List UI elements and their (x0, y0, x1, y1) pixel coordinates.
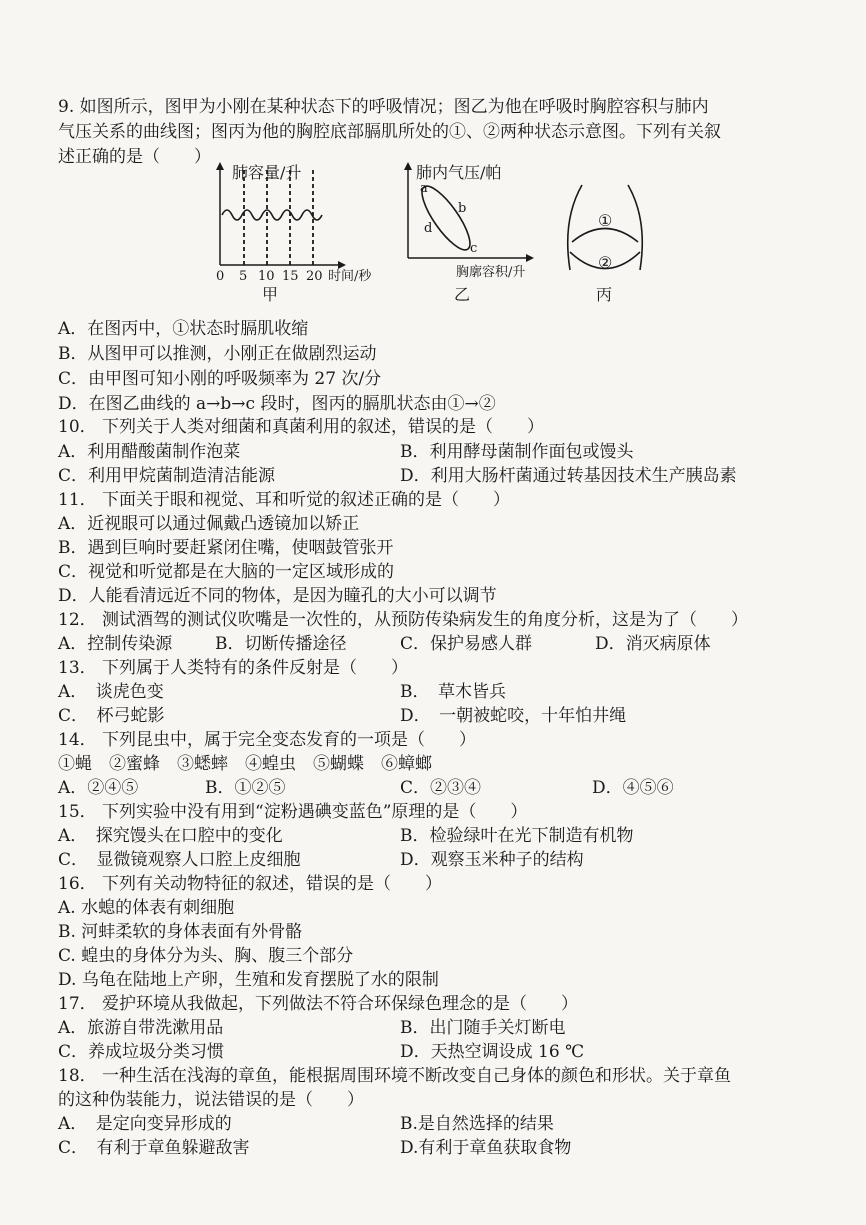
q10-option-d: D．利用大肠杆菌通过转基因技术生产胰岛素 (400, 466, 737, 486)
q15-option-c: C． 显微镜观察人口腔上皮细胞 (58, 850, 301, 870)
q13-stem: 13． 下列属于人类特有的条件反射是（ ） (58, 658, 409, 678)
yi-point-a: a (420, 181, 428, 196)
figure-yi (398, 160, 568, 305)
q9-option-a: A．在图丙中，①状态时膈肌收缩 (58, 319, 309, 339)
q18-stem-line2: 的这种伪装能力，说法错误的是（ ） (58, 1090, 364, 1110)
jia-tick-5: 5 (239, 269, 248, 284)
figure-bing (560, 180, 650, 305)
q10-option-b: B．利用酵母菌制作面包或馒头 (400, 442, 634, 462)
jia-tick-0: 0 (216, 269, 225, 284)
q12-option-a: A．控制传染源 (58, 634, 173, 654)
bing-caption: 丙 (596, 285, 613, 304)
q9-option-d: D．在图乙曲线的 a→b→c 段时，图丙的膈肌状态由①→② (58, 394, 496, 414)
q12-option-b: B．切断传播途径 (215, 634, 347, 654)
q14-option-c: C．②③④ (400, 778, 482, 798)
q17-option-b: B．出门随手关灯断电 (400, 1018, 566, 1038)
q16-option-b: B. 河蚌柔软的身体表面有外骨骼 (58, 922, 303, 942)
q17-option-c: C．养成垃圾分类习惯 (58, 1042, 225, 1062)
yi-caption: 乙 (454, 285, 471, 304)
q11-option-c: C．视觉和听觉都是在大脑的一定区域形成的 (58, 562, 395, 582)
q16-option-d: D. 乌龟在陆地上产卵，生殖和发育摆脱了水的限制 (58, 970, 439, 990)
q13-option-c: C． 杯弓蛇影 (58, 706, 165, 726)
q15-option-b: B．检验绿叶在光下制造有机物 (400, 826, 634, 846)
bing-state-2: ② (598, 253, 613, 272)
q9-stem-line2: 气压关系的曲线图；图丙为他的胸腔底部膈肌所处的①、②两种状态示意图。下列有关叙 (58, 122, 721, 142)
q9-stem-line1: 9. 如图所示，图甲为小刚在某种状态下的呼吸情况；图乙为他在呼吸时胸腔容积与肺内 (58, 97, 709, 117)
bing-state-1: ① (598, 211, 613, 230)
q17-option-d: D．天热空调设成 16 ℃ (400, 1042, 585, 1062)
q16-stem: 16． 下列有关动物特征的叙述，错误的是（ ） (58, 874, 443, 894)
q18-option-d: D.有利于章鱼获取食物 (400, 1138, 572, 1158)
q12-option-c: C．保护易感人群 (400, 634, 533, 654)
jia-caption: 甲 (262, 285, 279, 304)
q10-option-c: C．利用甲烷菌制造清洁能源 (58, 466, 276, 486)
jia-tick-20: 20 (306, 269, 323, 284)
q9-stem-line3: 述正确的是（ ） (58, 147, 211, 167)
jia-ylabel: 肺容量/升 (232, 163, 302, 182)
q16-option-c: C. 蝗虫的身体分为头、胸、腹三个部分 (58, 946, 354, 966)
jia-xlabel: 时间/秒 (328, 269, 372, 284)
q17-stem: 17． 爱护环境从我做起，下列做法不符合环保绿色理念的是（ ） (58, 994, 579, 1014)
yi-point-b: b (458, 201, 467, 216)
q11-option-d: D．人能看清远近不同的物体，是因为瞳孔的大小可以调节 (58, 586, 497, 606)
q9-option-b: B．从图甲可以推测，小刚正在做剧烈运动 (58, 344, 377, 364)
yi-point-d: d (424, 221, 433, 236)
q11-option-b: B．遇到巨响时要赶紧闭住嘴，使咽鼓管张开 (58, 538, 394, 558)
q14-option-b: B．①②⑤ (205, 778, 286, 798)
q11-stem: 11． 下面关于眼和视觉、耳和听觉的叙述正确的是（ ） (58, 490, 511, 510)
yi-ylabel: 肺内气压/帕 (416, 163, 502, 182)
q15-stem: 15． 下列实验中没有用到“淀粉遇碘变蓝色”原理的是（ ） (58, 802, 528, 822)
jia-tick-15: 15 (282, 269, 299, 284)
q18-option-c: C． 有利于章鱼躲避敌害 (58, 1138, 250, 1158)
q17-option-a: A．旅游自带洗漱用品 (58, 1018, 224, 1038)
yi-point-c: c (470, 241, 478, 256)
q16-option-a: A. 水螅的体表有刺细胞 (58, 898, 235, 918)
jia-tick-10: 10 (258, 269, 275, 284)
q10-option-a: A．利用醋酸菌制作泡菜 (58, 442, 241, 462)
q14-stem: 14． 下列昆虫中，属于完全变态发育的一项是（ ） (58, 730, 477, 750)
q14-option-d: D．④⑤⑥ (592, 778, 674, 798)
q12-option-d: D．消灭病原体 (595, 634, 711, 654)
q15-option-a: A． 探究馒头在口腔中的变化 (58, 826, 283, 846)
q18-option-b: B.是自然选择的结果 (400, 1114, 554, 1134)
q14-items: ①蝇 ②蜜蜂 ③蟋蟀 ④蝗虫 ⑤蝴蝶 ⑥蟑螂 (58, 754, 432, 774)
q13-option-b: B． 草木皆兵 (400, 682, 506, 702)
figure-jia (200, 160, 400, 305)
q13-option-d: D． 一朝被蛇咬，十年怕井绳 (400, 706, 627, 726)
q18-stem-line1: 18． 一种生活在浅海的章鱼，能根据周围环境不断改变自己身体的颜色和形状。关于章鱼 (58, 1066, 732, 1086)
yi-xlabel: 胸廓容积/升 (456, 265, 526, 280)
q13-option-a: A． 谈虎色变 (58, 682, 164, 702)
q9-option-c: C．由甲图可知小刚的呼吸频率为 27 次/分 (58, 369, 382, 389)
q11-option-a: A．近视眼可以通过佩戴凸透镜加以矫正 (58, 514, 360, 534)
q14-option-a: A．②④⑤ (58, 778, 139, 798)
q12-stem: 12． 测试酒驾的测试仪吹嘴是一次性的，从预防传染病发生的角度分析，这是为了（ ） (58, 610, 749, 630)
q10-stem: 10． 下列关于人类对细菌和真菌利用的叙述，错误的是（ ） (58, 417, 545, 437)
q15-option-d: D．观察玉米种子的结构 (400, 850, 584, 870)
q18-option-a: A． 是定向变异形成的 (58, 1114, 232, 1134)
